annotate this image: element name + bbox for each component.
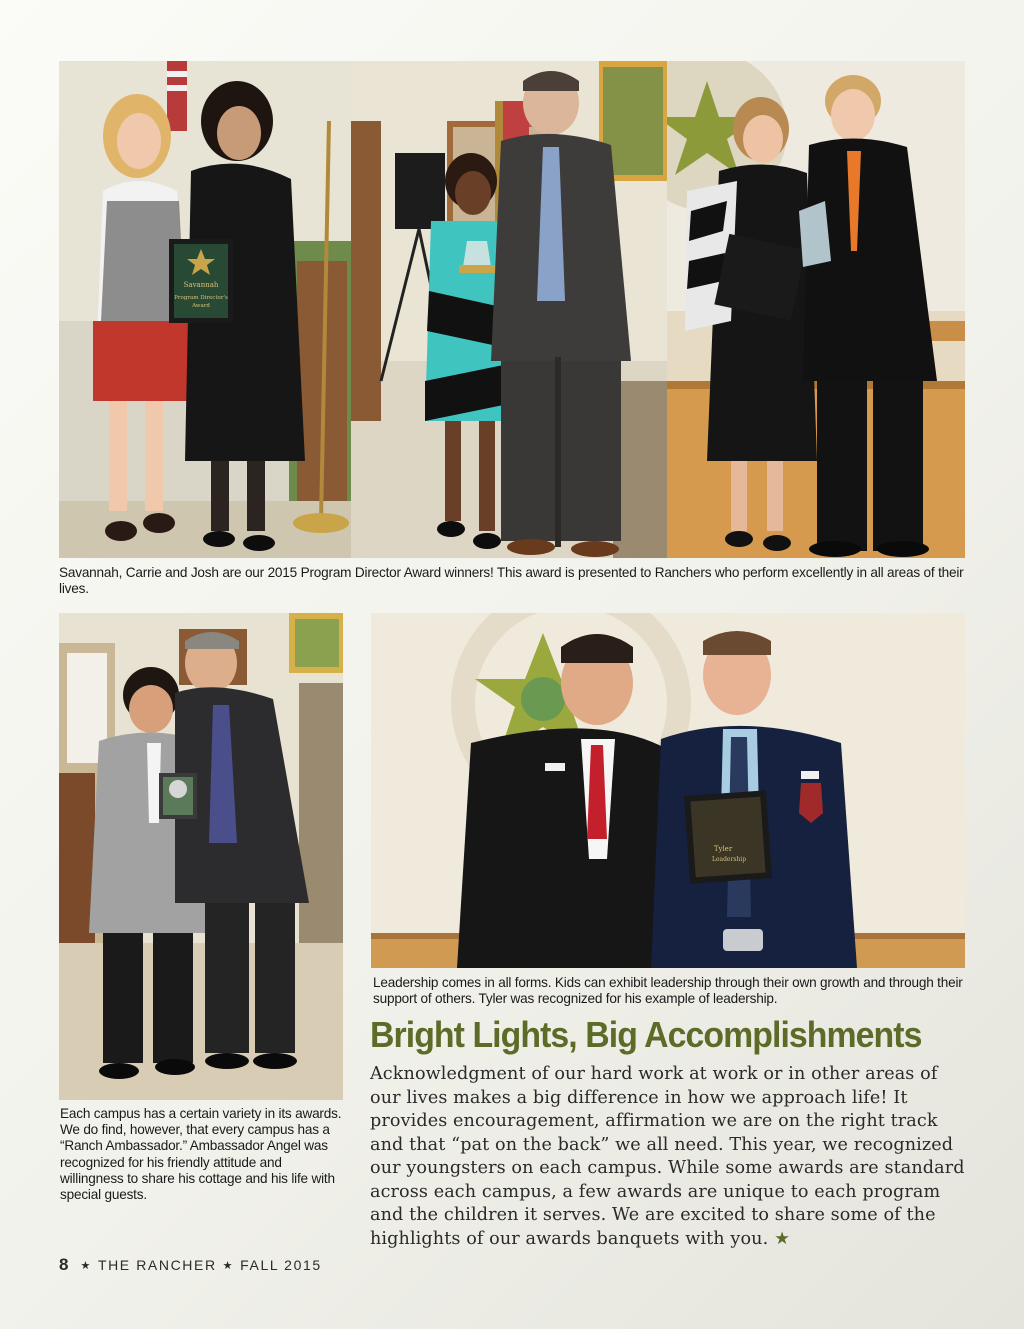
article-body [370, 1063, 970, 1251]
photo-angel-award [59, 613, 343, 1100]
publication-name: THE RANCHER [97, 1257, 217, 1273]
plaque-text: Tyler [713, 845, 733, 853]
plaque-text: Savannah [183, 281, 219, 289]
plaque-text: Program Director's [174, 295, 228, 301]
star-icon: ★ [222, 1260, 235, 1272]
page-number: 8 [59, 1255, 69, 1274]
article-body-text: Acknowledgment of our hard work at work or in other areas of our lives makes a big difference in how we approach life! It provides encouragement, affirmation we are on the right track and that “pat on the back” we all need. This year, we recognized our youngsters on each campus. While some awards are standard across each campus, a few awards are unique to each program and the children it serves. We are excited to share some of the highlights of our awards banquets with you. [370, 1064, 965, 1249]
article-headline: Bright Lights, Big Accomplishments [370, 1014, 922, 1055]
caption-program-director-award: Savannah, Carrie and Josh are our 2015 Program Director Award winners! This award is presented to Ranchers who perform excellently in all areas of their lives. [59, 565, 964, 596]
star-icon: ★ [80, 1260, 92, 1272]
photo-carrie-award [351, 61, 667, 558]
photo-savannah-award [59, 61, 351, 558]
caption-leadership: Leadership comes in all forms. Kids can exhibit leadership through their own growth and through their support of others. Tyler was recognized for his example of leadership. [373, 975, 963, 1006]
issue-label: FALL 2015 [240, 1257, 322, 1273]
page-footer [59, 1255, 322, 1275]
plaque-text: Award [192, 303, 210, 309]
photo-josh-award [667, 61, 965, 558]
plaque-text: Leadership [711, 856, 747, 863]
photo-tyler-award [371, 613, 965, 968]
end-star-icon: ★ [774, 1228, 791, 1249]
caption-ranch-ambassador: Each campus has a certain variety in its awards. We do find, however, that every campus has a “Ranch Ambassador.” Ambassador Angel was recognized for his friendly attitude and willingness to share his cottage and his life with special guests. [60, 1106, 342, 1203]
